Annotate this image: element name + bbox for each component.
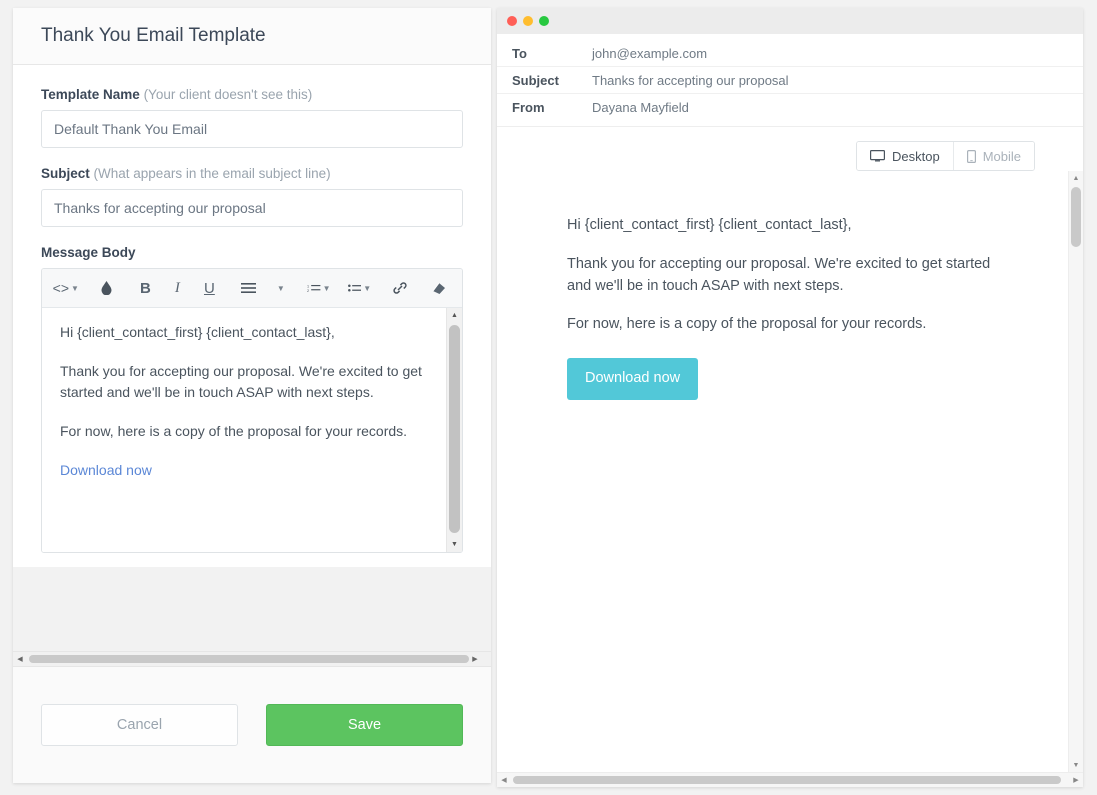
tab-mobile-preview[interactable] [953, 142, 1034, 170]
page-title: Thank You Email Template [41, 25, 266, 46]
save-button[interactable]: Save [266, 704, 463, 746]
rich-text-content[interactable] [42, 308, 462, 481]
template-name-label [41, 87, 463, 102]
svg-text:2: 2 [307, 288, 310, 293]
template-name-input[interactable] [41, 110, 463, 148]
editor-spacer [13, 567, 491, 651]
unordered-list-icon[interactable] [344, 275, 375, 301]
download-now-button[interactable]: Download now [567, 358, 698, 400]
cancel-button[interactable]: Cancel [41, 704, 238, 746]
download-now-link[interactable]: Download now [60, 461, 152, 478]
device-toggle-row [497, 127, 1083, 171]
rich-text-content-area[interactable] [42, 308, 462, 552]
editor-vertical-scrollbar[interactable] [446, 308, 462, 552]
device-toggle [856, 141, 1035, 171]
tab-desktop-preview[interactable] [857, 142, 953, 170]
subject-label-text: Subject [41, 166, 90, 181]
preview-vertical-scrollbar[interactable] [1068, 171, 1083, 772]
scroll-down-arrow-icon[interactable]: ▼ [1072, 761, 1080, 769]
svg-text:1: 1 [307, 284, 310, 289]
editor-paragraph-2: Thank you for accepting our proposal. We're excited to get started and we'll be in touch ASAP with next steps. [60, 362, 422, 401]
template-name-field-group [41, 87, 463, 148]
to-value: john@example.com [592, 45, 708, 61]
align-icon[interactable] [234, 275, 264, 301]
scroll-up-arrow-icon[interactable]: ▲ [1072, 174, 1080, 182]
email-header-row-from [497, 94, 1083, 120]
editor-form [13, 65, 491, 567]
close-window-dot-icon[interactable] [507, 16, 517, 26]
maximize-window-dot-icon[interactable] [539, 16, 549, 26]
subject-label [41, 166, 463, 181]
scroll-left-arrow-icon[interactable]: ◀ [501, 777, 507, 784]
message-body-field-group [41, 245, 463, 553]
editor-horizontal-scrollbar[interactable] [13, 651, 491, 667]
source-code-icon[interactable] [50, 275, 82, 301]
chevron-down-icon: ▼ [71, 283, 79, 293]
email-preview-panel [497, 8, 1083, 787]
text-color-icon[interactable] [91, 275, 121, 301]
scroll-left-arrow-icon[interactable]: ◀ [17, 656, 23, 663]
desktop-monitor-icon [870, 150, 885, 162]
scrollbar-thumb[interactable] [29, 655, 469, 663]
link-icon[interactable] [385, 275, 415, 301]
chevron-down-icon: ▼ [363, 283, 372, 293]
subject-value: Thanks for accepting our proposal [592, 72, 789, 88]
clear-format-icon[interactable] [424, 275, 454, 301]
subject-hint: (What appears in the email subject line) [93, 166, 331, 181]
subject-input[interactable] [41, 189, 463, 227]
ordered-list-icon[interactable] [303, 275, 334, 301]
subject-field-group [41, 166, 463, 227]
bold-icon[interactable]: B [139, 279, 151, 297]
align-dropdown-chevron-down-icon[interactable]: ▼ [276, 283, 285, 293]
editor-footer [13, 667, 491, 783]
scroll-right-arrow-icon[interactable]: ▶ [472, 656, 478, 663]
email-header-row-subject [497, 67, 1083, 94]
email-template-editor-panel [13, 8, 491, 783]
scroll-down-arrow-icon[interactable]: ▼ [447, 537, 462, 552]
email-header-row-to [497, 40, 1083, 67]
to-label: To [512, 45, 527, 61]
email-content [497, 171, 997, 400]
source-code-glyph: <> [52, 280, 70, 296]
underline-icon[interactable]: U [203, 279, 215, 297]
mobile-phone-icon [967, 150, 976, 163]
preview-window-titlebar [497, 8, 1083, 34]
from-label: From [512, 99, 545, 115]
italic-icon[interactable]: I [174, 279, 180, 296]
scrollbar-thumb[interactable] [449, 325, 460, 533]
rich-text-toolbar [42, 269, 462, 308]
preview-paragraph-3: For now, here is a copy of the proposal for your records. [567, 316, 927, 333]
editor-paragraph-1: Hi {client_contact_first} {client_contact_last}, [60, 324, 335, 340]
desktop-label: Desktop [892, 148, 940, 164]
scroll-up-arrow-icon[interactable]: ▲ [447, 308, 462, 323]
preview-paragraph-1: Hi {client_contact_first} {client_contact_last}, [567, 217, 852, 233]
editor-paragraph-3: For now, here is a copy of the proposal for your records. [60, 423, 408, 440]
rich-text-editor [41, 268, 463, 553]
mobile-label: Mobile [982, 148, 1021, 164]
preview-paragraph-2: Thank you for accepting our proposal. We're excited to get started and we'll be in touch ASAP with next steps. [567, 255, 991, 294]
preview-horizontal-scrollbar[interactable] [497, 772, 1083, 787]
scroll-right-arrow-icon[interactable]: ▶ [1073, 777, 1079, 784]
subject-label: Subject [512, 72, 559, 88]
message-body-label: Message Body [41, 245, 136, 260]
email-headers [497, 34, 1083, 127]
scrollbar-thumb[interactable] [513, 776, 1061, 784]
editor-header [13, 8, 491, 65]
email-preview-body [497, 171, 1083, 772]
template-name-label-text: Template Name [41, 87, 140, 102]
from-value: Dayana Mayfield [592, 99, 689, 115]
chevron-down-icon: ▼ [322, 283, 331, 293]
minimize-window-dot-icon[interactable] [523, 16, 533, 26]
template-name-hint: (Your client doesn't see this) [143, 87, 313, 102]
scrollbar-thumb[interactable] [1071, 187, 1081, 247]
